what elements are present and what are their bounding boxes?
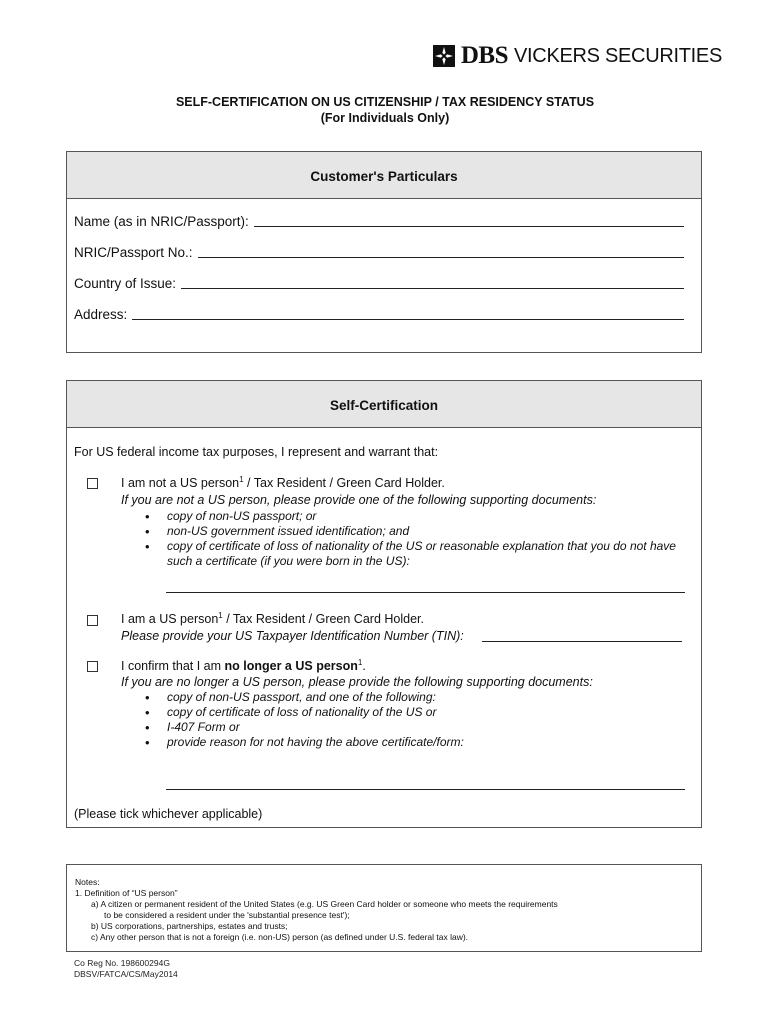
particulars-heading: Customer's Particulars: [67, 152, 701, 199]
notes-heading: Notes:: [75, 877, 100, 887]
no-longer-us-person-text-end: .: [362, 659, 366, 674]
document-title: [0, 94, 770, 126]
no-longer-us-person-text: I confirm that I am: [121, 659, 225, 674]
customer-particulars-section: [66, 151, 702, 353]
nric-passport-input-line[interactable]: [198, 256, 684, 258]
us-person-label: [121, 611, 424, 626]
not-us-person-instruction: If you are not a US person, please provide one of the following supporting documents:: [121, 493, 597, 507]
name-input-line[interactable]: [254, 225, 684, 227]
notes-item-b: b) US corporations, partnerships, estates and trusts;: [91, 921, 288, 931]
self-certification-section: [66, 380, 702, 828]
country-of-issue-label: Country of Issue:: [74, 276, 177, 291]
not-us-person-text-end: / Tax Resident / Green Card Holder.: [243, 476, 445, 491]
notes-section: [66, 864, 702, 952]
country-of-issue-input-line[interactable]: [181, 287, 684, 289]
tin-input-line[interactable]: [482, 641, 682, 642]
not-us-person-checkbox[interactable]: [87, 478, 98, 489]
document-footer: [74, 958, 178, 980]
no-longer-us-person-reason-line[interactable]: [166, 789, 685, 790]
no-longer-us-person-checkbox[interactable]: [87, 661, 98, 672]
tick-instruction: (Please tick whichever applicable): [74, 807, 263, 821]
address-input-line[interactable]: [132, 318, 684, 320]
notes-definition-title: 1. Definition of “US person”: [75, 888, 178, 898]
title-line-2: (For Individuals Only): [320, 111, 450, 125]
name-label: Name (as in NRIC/Passport):: [74, 214, 249, 229]
list-item: • copy of non-US passport, and one of the following:: [145, 690, 695, 705]
footnote-ref: 1: [239, 475, 244, 484]
self-certification-heading: Self-Certification: [67, 381, 701, 428]
nric-passport-field[interactable]: [74, 245, 684, 260]
address-field[interactable]: [74, 307, 684, 322]
tin-label: Please provide your US Taxpayer Identification Number (TIN):: [121, 629, 464, 643]
dbs-star-icon: [433, 45, 455, 67]
not-us-person-text: I am not a US person: [121, 476, 240, 491]
company-reg-no: Co Reg No. 198600294G: [74, 958, 170, 968]
title-line-1: SELF-CERTIFICATION ON US CITIZENSHIP / TAX RESIDENCY STATUS: [175, 95, 595, 109]
form-reference: DBSV/FATCA/CS/May2014: [74, 969, 178, 979]
list-item: • copy of certificate of loss of nationality of the US or: [145, 705, 695, 720]
address-label: Address:: [74, 307, 128, 322]
list-item: • non-US government issued identification; and: [145, 524, 695, 539]
us-person-text: I am a US person: [121, 612, 219, 627]
list-item: • copy of non-US passport; or: [145, 509, 695, 524]
notes-item-a: a) A citizen or permanent resident of the United States (e.g. US Green Card holder or someone who meets the requirements: [91, 899, 558, 909]
footnote-ref: 1: [218, 611, 223, 620]
notes-item-a-cont: to be considered a resident under the 'substantial presence test');: [104, 910, 350, 920]
no-longer-us-person-bold: no longer a US person: [224, 659, 358, 674]
us-person-checkbox[interactable]: [87, 615, 98, 626]
name-field[interactable]: [74, 214, 684, 229]
no-longer-us-person-documents-list: [145, 690, 695, 750]
notes-item-c: c) Any other person that is not a foreign (i.e. non-US) person (as defined under U.S. federal tax law).: [91, 932, 469, 942]
list-item: • I-407 Form or: [145, 720, 695, 735]
logo-subtitle: VICKERS SECURITIES: [514, 44, 722, 67]
dbs-logo: [433, 42, 722, 70]
us-person-text-end: / Tax Resident / Green Card Holder.: [222, 612, 424, 627]
list-item: • provide reason for not having the above certificate/form:: [145, 735, 695, 750]
country-of-issue-field[interactable]: [74, 276, 684, 291]
not-us-person-label: [121, 475, 445, 490]
no-longer-us-person-label: [121, 658, 366, 673]
no-longer-us-person-instruction: If you are no longer a US person, please provide the following supporting documents:: [121, 675, 593, 689]
self-cert-intro: For US federal income tax purposes, I represent and warrant that:: [74, 445, 439, 459]
logo-brand: DBS: [460, 42, 509, 69]
not-us-person-documents-list: [145, 509, 695, 569]
not-us-person-explanation-line[interactable]: [166, 592, 685, 593]
nric-passport-label: NRIC/Passport No.:: [74, 245, 193, 260]
footnote-ref: 1: [357, 658, 363, 667]
list-item: • copy of certificate of loss of nationality of the US or reasonable explanation that you do not have such a certificate (if you were born in the US):: [145, 539, 695, 569]
